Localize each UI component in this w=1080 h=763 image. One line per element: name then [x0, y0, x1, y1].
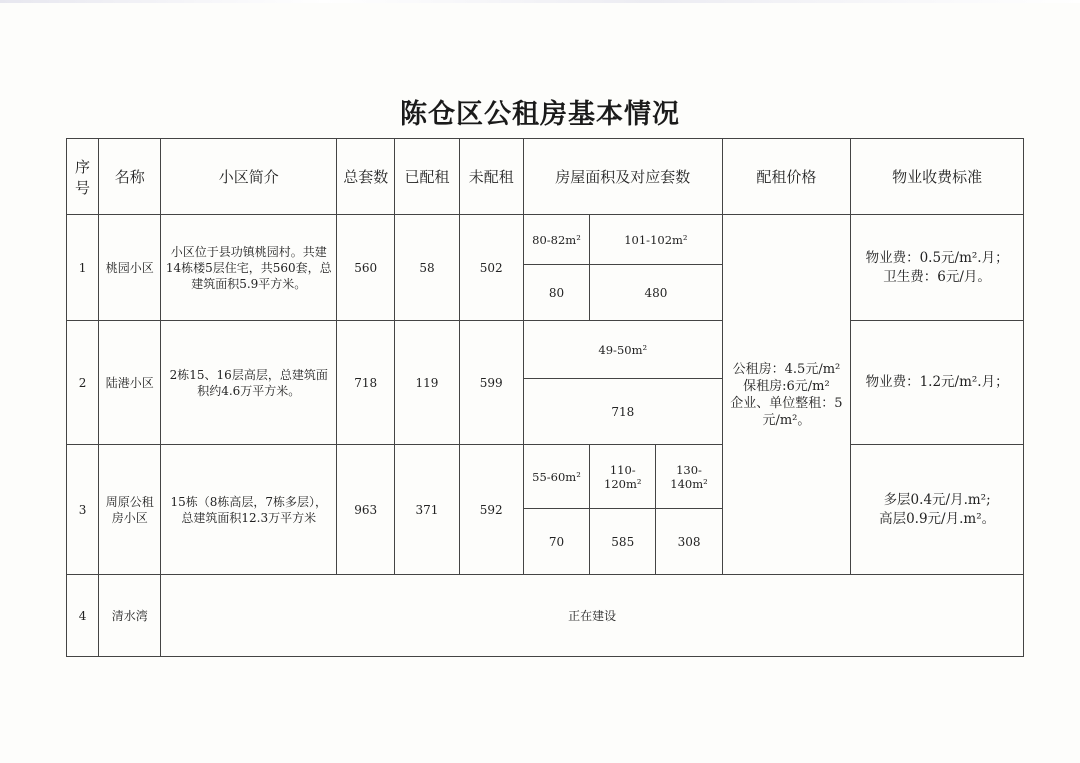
fee-cell: 物业费：0.5元/m².月； 卫生费：6元/月。 [851, 215, 1024, 321]
row-index: 1 [67, 215, 99, 321]
area-cell: 80-82m² [523, 215, 589, 265]
header-price: 配租价格 [722, 139, 851, 215]
header-name: 名称 [99, 139, 161, 215]
count-cell: 80 [523, 265, 589, 321]
area-cell: 110-120m² [590, 445, 656, 509]
count-cell: 585 [590, 509, 656, 575]
count-cell: 308 [656, 509, 722, 575]
count-cell: 70 [523, 509, 589, 575]
price-cell: 公租房：4.5元/m² 保租房:6元/m² 企业、单位整租：5元/m²。 [722, 215, 851, 575]
row-intro: 小区位于县功镇桃园村。共建14栋楼5层住宅，共560套，总建筑面积5.9平方米。 [161, 215, 337, 321]
area-cell: 55-60m² [523, 445, 589, 509]
table-row [67, 445, 1024, 509]
row-name: 周原公租房小区 [99, 445, 161, 575]
table-row [67, 321, 1024, 379]
row-unallocated: 592 [459, 445, 523, 575]
table-row [67, 215, 1024, 265]
header-intro: 小区简介 [161, 139, 337, 215]
row-index: 4 [67, 575, 99, 657]
header-allocated: 已配租 [395, 139, 459, 215]
fee-cell: 物业费：1.2元/m².月； [851, 321, 1024, 445]
row-unallocated: 502 [459, 215, 523, 321]
fee-cell: 多层0.4元/月.m²; 高层0.9元/月.m²。 [851, 445, 1024, 575]
area-cell: 101-102m² [590, 215, 723, 265]
row-allocated: 371 [395, 445, 459, 575]
row-name: 桃园小区 [99, 215, 161, 321]
row-total: 718 [337, 321, 395, 445]
row-unallocated: 599 [459, 321, 523, 445]
table-row [67, 575, 1024, 657]
header-fee: 物业收费标准 [851, 139, 1024, 215]
header-row [67, 139, 1024, 215]
row-index: 2 [67, 321, 99, 445]
row-name: 陆港小区 [99, 321, 161, 445]
count-cell: 480 [590, 265, 723, 321]
area-cell: 130-140m² [656, 445, 722, 509]
housing-table [66, 138, 1024, 657]
page-title: 陈仓区公租房基本情况 [400, 99, 680, 130]
row-allocated: 119 [395, 321, 459, 445]
row-name: 清水湾 [99, 575, 161, 657]
header-index: 序号 [67, 139, 99, 215]
header-area: 房屋面积及对应套数 [523, 139, 722, 215]
scan-edge [0, 0, 1080, 3]
count-cell: 718 [523, 379, 722, 445]
row-intro: 2栋15、16层高层，总建筑面积约4.6万平方米。 [161, 321, 337, 445]
header-total: 总套数 [337, 139, 395, 215]
row-index: 3 [67, 445, 99, 575]
row-total: 963 [337, 445, 395, 575]
row-total: 560 [337, 215, 395, 321]
row-intro: 15栋（8栋高层，7栋多层），总建筑面积12.3万平方米 [161, 445, 337, 575]
row-allocated: 58 [395, 215, 459, 321]
header-unallocated: 未配租 [459, 139, 523, 215]
status-cell: 正在建设 [161, 575, 1024, 657]
area-cell: 49-50m² [523, 321, 722, 379]
